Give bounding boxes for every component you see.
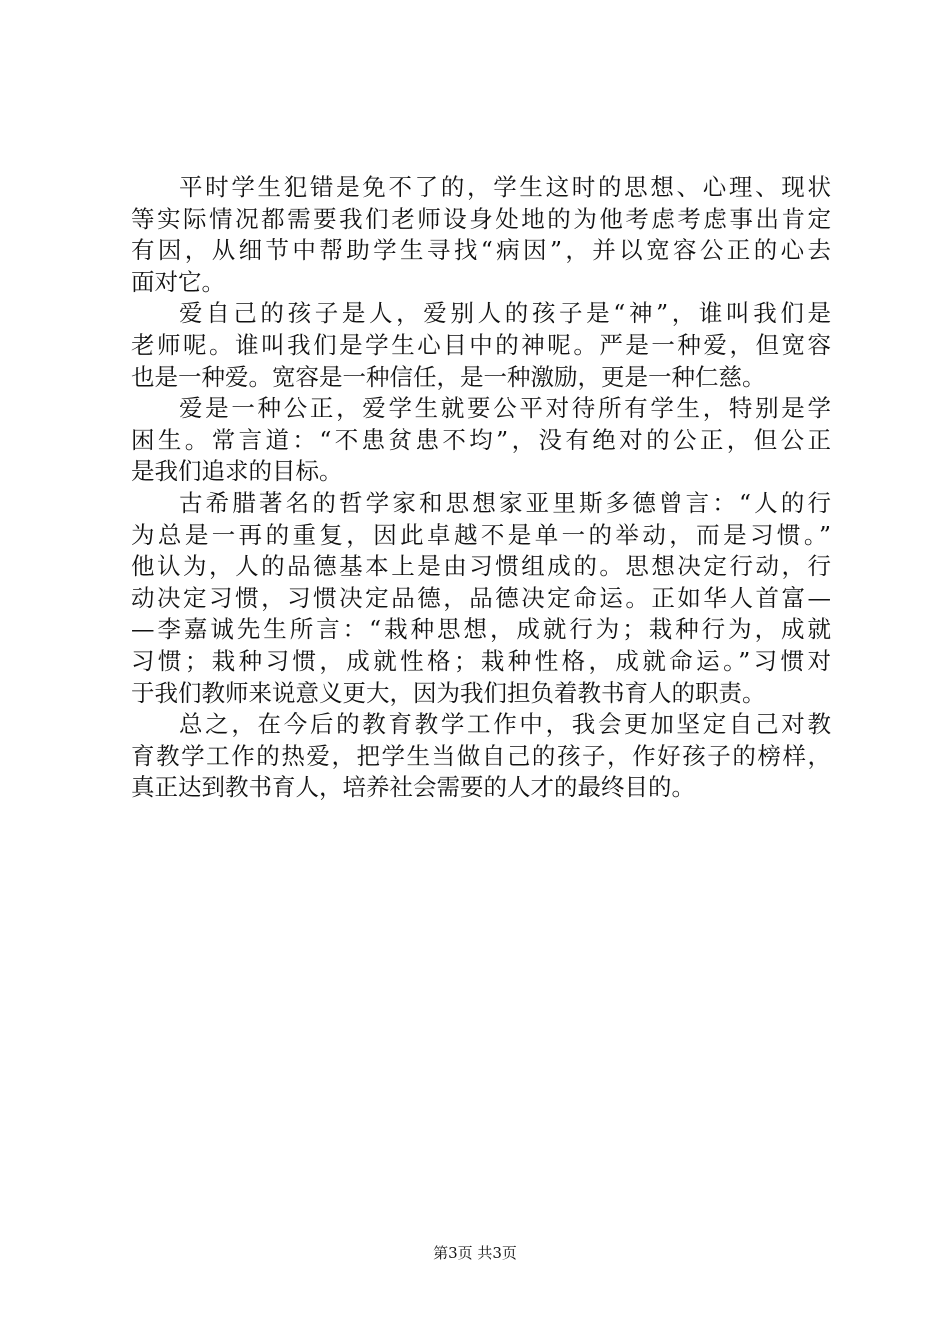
text-line: —李嘉诚先生所言：“栽种思想，成就行为；栽种行为，成就: [131, 615, 831, 644]
text-line: 为总是一再的重复，因此卓越不是单一的举动，而是习惯。”: [131, 520, 831, 549]
text-line: 他认为，人的品德基本上是由习惯组成的。思想决定行动，行: [131, 552, 831, 581]
paragraph-5: [131, 709, 831, 804]
text-line: 老师呢。谁叫我们是学生心目中的神呢。严是一种爱，但宽容: [131, 330, 831, 359]
text-line: 真正达到教书育人，培养社会需要的人才的最终目的。: [131, 773, 695, 802]
text-line: 爱自己的孩子是人，爱别人的孩子是“神”，谁叫我们是: [179, 299, 831, 328]
text-line: 育教学工作的热爱，把学生当做自己的孩子，作好孩子的榜样，: [131, 741, 831, 770]
text-line: 动决定习惯，习惯决定品德，品德决定命运。正如华人首富—: [131, 583, 831, 612]
text-line: 习惯；栽种习惯，成就性格；栽种性格，成就命运。”习惯对: [131, 646, 831, 675]
paragraph-4: [131, 488, 831, 709]
text-line: 是我们追求的目标。: [131, 457, 343, 486]
text-line: 面对它。: [131, 267, 225, 296]
text-line: 等实际情况都需要我们老师设身处地的为他考虑考虑事出肯定: [131, 204, 831, 233]
text-line: 困生。常言道：“不患贫患不均”，没有绝对的公正，但公正: [131, 425, 831, 454]
page-number: 第3页 共3页: [433, 1244, 517, 1262]
page-footer: [0, 1243, 950, 1263]
text-line: 于我们教师来说意义更大，因为我们担负着教书育人的职责。: [131, 678, 766, 707]
text-line: 有因，从细节中帮助学生寻找“病因”，并以宽容公正的心去: [131, 236, 831, 265]
text-line: 古希腊著名的哲学家和思想家亚里斯多德曾言：“人的行: [179, 488, 831, 517]
document-body: [131, 172, 831, 804]
text-line: 也是一种爱。宽容是一种信任，是一种激励，更是一种仁慈。: [131, 362, 766, 391]
text-line: 平时学生犯错是免不了的，学生这时的思想、心理、现状: [179, 173, 831, 201]
text-line: 总之，在今后的教育教学工作中，我会更加坚定自己对教: [179, 710, 831, 739]
text-line: 爱是一种公正，爱学生就要公平对待所有学生，特别是学: [179, 394, 831, 423]
paragraph-3: [131, 393, 831, 488]
paragraph-1: [131, 172, 831, 298]
paragraph-2: [131, 298, 831, 393]
